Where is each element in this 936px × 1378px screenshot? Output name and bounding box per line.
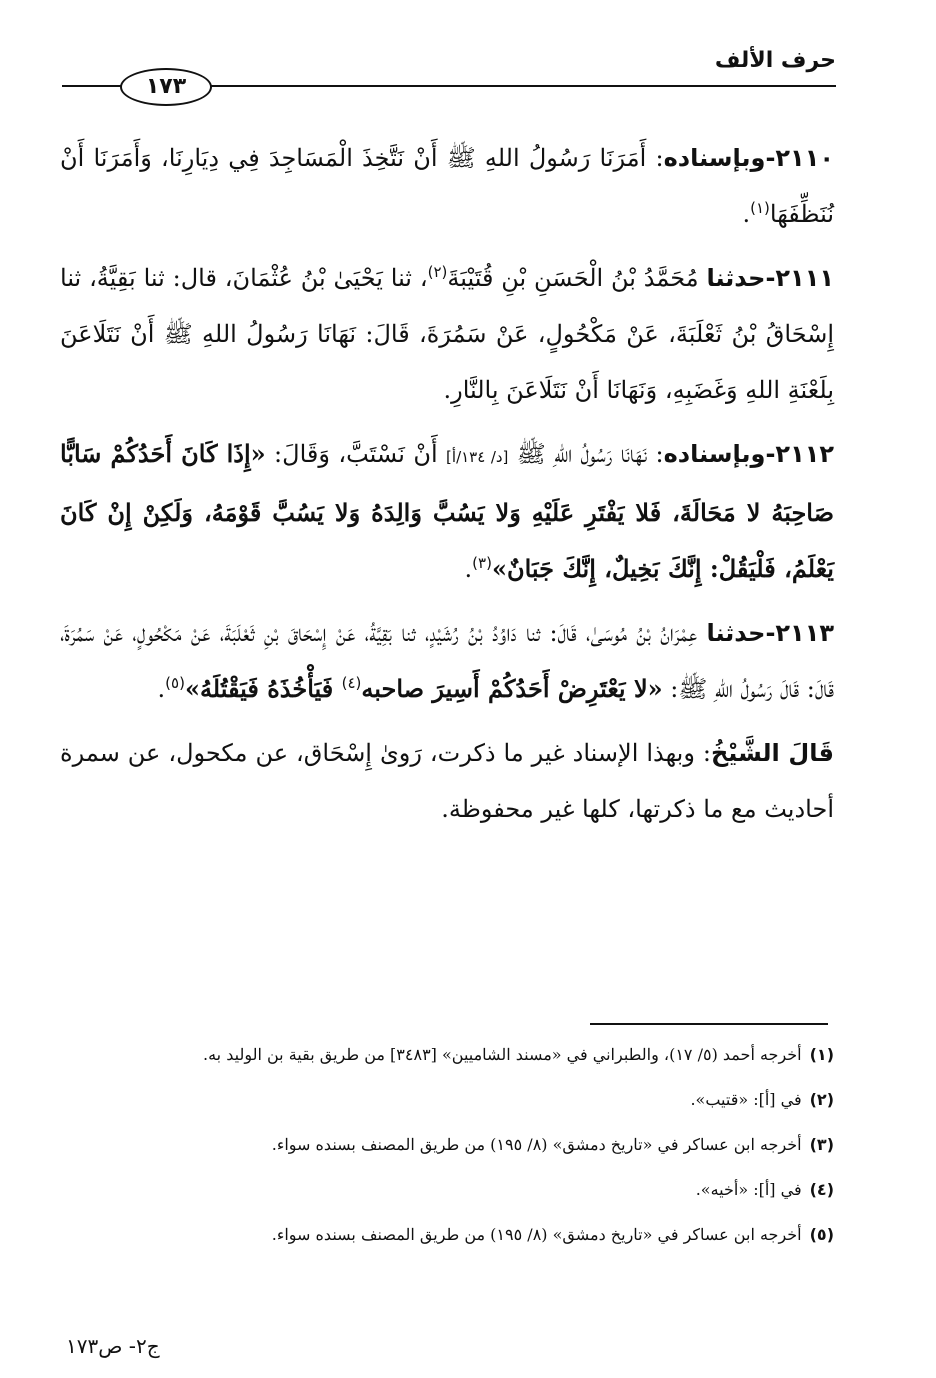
main-text [60,130,834,837]
hadith-text: عِمْرَانُ بْنُ مُوسَىٰ، قَالَ: ثنا دَاوُدُ بْنُ رُشَيْدٍ، ثنا بَقِيَّةُ، عَنْ إِسْحَاقَ بْنِ ثَعْلَبَةَ، عَنْ مَكْحُولٍ، عَنْ سَمُرَةَ، قَالَ: قَالَ رَسُولُ اللهِ ﷺ: [60,619,834,703]
closing-text: : وبهذا الإسناد غير ما ذكرت، رَوىٰ إِسْحَاق، عن مكحول، عن سمرة أحاديث مع ما ذكرتها، كلها غير محفوظة. [60,739,834,823]
footnote-ref: (٥) [165,674,185,692]
footnote-number: (١) [809,1045,834,1064]
hadith-text-mid: أَنْ نَسْتَبَّ، وَقَالَ: [265,440,447,468]
hadith-number: ٢١١٣- [765,619,834,647]
footnote-ref: (٣) [472,554,492,572]
hadith-number: ٢١١٢- [765,440,835,468]
footnote-number: (٥) [809,1225,834,1244]
hadith-text: مُحَمَّدُ بْنُ الْحَسَنِ بْنِ قُتَيْبَةَ [447,264,707,292]
chapter-title: حرف الألف [714,48,836,73]
hadith-number: ٢١١٠- [765,144,834,172]
footnote-separator [590,1023,828,1025]
hadith-text-end: ، ثنا يَحْيَىٰ بْنُ عُثْمَانَ، قال: ثنا بَقِيَّةُ، ثنا إِسْحَاقُ بْنُ ثَعْلَبَةَ، عَنْ مَكْحُولٍ، عَنْ سَمُرَةَ، قَالَ: نَهَانَا رَسُولُ اللهِ ﷺ أَنْ نَتَلَاعَنَ بِلَعْنَةِ اللهِ وَغَضَبِهِ، وَنَهَانَا أَنْ نَتَلَاعَنَ بِالنَّارِ. [60,264,834,404]
footnote-number: (٣) [809,1135,834,1154]
hadith-lead: وبإسناده [663,144,766,172]
hadith-2110 [60,130,834,242]
hadith-number: ٢١١١- [765,264,834,292]
footnote-ref: (٤) [341,674,362,692]
page-header [62,44,836,99]
closing-note [60,725,834,837]
page-number-badge: ١٧٣ [120,68,212,106]
footnote [60,1220,834,1250]
hadith-text-end: . [464,555,473,583]
footnote-text: في [أ]: «أخيه». [695,1180,802,1199]
footnote-ref: (١) [750,199,770,217]
footnote-ref: (٢) [427,263,448,281]
hadith-2112 [60,426,834,597]
manuscript-folio-mark: [د/ ١٣٤/أ] [446,448,509,466]
hadith-quote: «لا يَعْتَرِضْ أَحَدُكُمْ أَسِيرَ صاحبه [361,674,663,703]
footnote [60,1130,834,1160]
footnote-text: أخرجه ابن عساكر في «تاريخ دمشق» (٨/ ١٩٥) من طريق المصنف بسنده سواء. [271,1135,802,1154]
hadith-2113 [60,605,834,717]
footnote-text: في [أ]: «قتيب». [690,1090,802,1109]
footnote-number: (٤) [809,1180,834,1199]
hadith-quote: «إِذَا كَانَ أَحَدُكُمْ سَابًّا صَاحِبَهُ لا مَحَالَةَ، فَلا يَفْتَرِ عَلَيْهِ وَلا يَسُبَّ وَالِدَهُ وَلا يَسُبَّ قَوْمَهُ، وَلَكِنْ إِنْ كَانَ يَعْلَمُ، فَلْيَقُلْ: إِنَّكَ بَخِيلٌ، إِنَّكَ جَبَانٌ» [60,439,834,583]
footnote-text: أخرجه أحمد (٥/ ١٧)، والطبراني في «مسند الشاميين» [٣٤٨٣] من طريق بقية بن الوليد به. [203,1045,802,1064]
hadith-2111 [60,250,834,418]
closing-lead: قَالَ الشَّيْخُ [710,739,834,767]
footnote-number: (٢) [809,1090,834,1109]
footnote [60,1040,834,1070]
hadith-text-end: . [157,675,166,703]
hadith-lead: حدثنا [706,619,766,647]
hadith-quote-end: فَيَأْخُذَهُ فَيَقْتُلَهُ» [184,674,342,703]
hadith-lead: حدثنا [706,264,766,292]
volume-page-note: ج٢- ص١٧٣ [66,1334,160,1358]
footnote [60,1085,834,1115]
footnote-text: أخرجه ابن عساكر في «تاريخ دمشق» (٨/ ١٩٥) من طريق المصنف بسنده سواء. [271,1225,802,1244]
hadith-text-end: . [742,200,751,228]
hadith-text: : أَمَرَنَا رَسُولُ اللهِ ﷺ أَنْ نَتَّخِذَ الْمَسَاجِدَ فِي دِيَارِنَا، وَأَمَرَنَا أَنْ نُنَظِّفَهَا [60,144,834,228]
hadith-text: : نَهَانَا رَسُولُ اللهِ ﷺ [508,440,664,468]
footnote [60,1175,834,1205]
footnotes [60,1040,834,1265]
hadith-lead: وبإسناده [663,440,766,468]
